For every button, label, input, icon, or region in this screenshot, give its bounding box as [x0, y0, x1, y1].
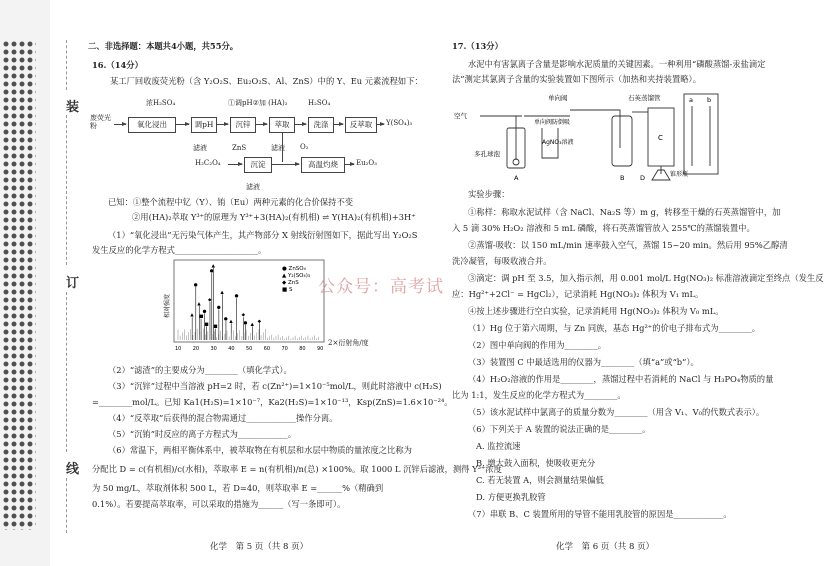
chart-peak-marker: ▲: [190, 313, 194, 319]
chart-peak-marker: ■: [199, 314, 204, 320]
label-C: C: [658, 134, 663, 142]
chart-x-tick-label: 40: [228, 346, 235, 352]
chart-peak-marker: ●: [234, 294, 239, 300]
chart-peak-marker: ●: [193, 282, 198, 288]
q17-intro-2: 法”测定其氯离子含量的实验装置如下图所示（加热和夹持装置略）。: [452, 74, 702, 84]
flow-box-extract: 萃取: [269, 117, 295, 133]
q17-part6: （6）下列关于 A 装置的说法正确的是________。: [468, 424, 651, 434]
label-A: A: [514, 174, 519, 182]
label-air: 空气: [454, 112, 467, 120]
chart-x-tick-label: 50: [246, 346, 253, 352]
chart-x-tick-label: 10: [175, 346, 182, 352]
binding-label-xian: 线: [66, 462, 80, 477]
chart-peak-marker: ■: [204, 322, 209, 328]
q17-part5: （5）该水泥试样中氯离子的质量分数为________（用含 V₁、V₀的代数式表示）。: [468, 407, 765, 417]
step-3-b: 应：Hg²⁺+2Cl⁻ = HgCl₂），记录消耗 Hg(NO₃)₂ 体积为 V₁ mL。: [452, 289, 704, 299]
chart-x-tick-label: 90: [317, 346, 324, 352]
q16-part6-d: 0.1%）。若要提高萃取率，可以采取的措施为______（写一条即可）。: [92, 499, 346, 509]
label-receiver: 锥形瓶: [670, 171, 689, 178]
xrd-chart: [166, 258, 326, 358]
chart-peak-marker: ●: [202, 309, 207, 315]
chart-peak-marker: ▲: [229, 319, 233, 325]
steps-title: 实验步骤：: [468, 189, 510, 199]
chart-xlabel: 2×衍射角/度: [328, 339, 369, 347]
chart-legend-entry: ■ S: [282, 287, 293, 293]
flow-output-y: Y(SO₄)₃: [386, 119, 413, 127]
flow-output-zns: ZnS: [232, 144, 247, 152]
chart-peak-marker: ◆: [207, 298, 212, 303]
known-2: ②用(HA)₂萃取 Y³⁺的原理为 Y³⁺+3(HA)₂(有机相) ⇌ Y(HA)₂(有机相)+3H⁺: [132, 212, 416, 222]
label-condenser: 石英蒸馏管: [628, 94, 661, 102]
binding-line: [66, 40, 67, 90]
binding-line: [66, 115, 67, 265]
flow-reagent-oxalic: H₂C₂O₄: [195, 159, 221, 167]
flow-arrow: [344, 164, 354, 165]
flow-arrow: [216, 124, 228, 125]
chart-peak-marker: ◆: [241, 313, 246, 319]
flow-box-back-extract: 反萃取: [345, 117, 377, 133]
option-a: A. 监控流速: [476, 441, 521, 451]
chart-x-tick-label: 80: [299, 346, 306, 352]
label-anti-suck: 单向阀防倒吸: [534, 119, 571, 126]
flow-filtrate-2: 滤液: [246, 183, 260, 191]
flow-arrow: [294, 124, 306, 125]
flow-reagent-wash: H₂SO₄: [308, 99, 331, 107]
chart-peak-marker: ▲: [197, 301, 201, 307]
q16-part3-b: =________mol/L。已知 Ka1(H₂S)=1×10⁻⁷，Ka2(H₂S)=1×10⁻¹³，Ksp(ZnS)=1.6×10⁻²⁴。: [92, 397, 453, 407]
label-bubbler: 多孔球泡: [474, 150, 500, 158]
chart-peak-marker: ◆: [257, 319, 262, 325]
section-title: 二、非选择题：本题共4小题，共55分。: [88, 41, 239, 51]
chart-x-tick-label: 20: [192, 346, 200, 352]
flow-box-zinc-precip: 沉锌: [230, 117, 256, 133]
flow-filtrate: 滤液: [271, 144, 285, 152]
flow-feed: 废荧光粉: [90, 114, 111, 131]
choice-box: [684, 94, 718, 174]
flow-output-eu2o3: Eu₂O₃: [356, 159, 377, 167]
q16-intro: 某工厂回收废荧光粉（含 Y₂O₂S、Eu₂O₂S、Al、ZnS）中的 Y、Eu 元素流程如下：: [110, 76, 423, 86]
chart-legend-entry: ▲ Y₂(SO₄)₃: [282, 273, 311, 279]
step-2: ②蒸馏-吸收：以 150 mL/min 速率鼓入空气，蒸馏 15~20 min。然后用 95%乙醇清: [468, 240, 788, 250]
label-a: a: [689, 96, 693, 104]
q17-part1: （1）Hg 位于第六周期，与 Zn 同族，基态 Hg²⁺的价电子排布式为________。: [468, 323, 761, 333]
q17-part4-b: 比为 1:1，发生反应的化学方程式为________。: [452, 390, 626, 400]
q16-part6-b: 分配比 D = c(有机相)/c(水相)，萃取率 E = n(有机相)/n(总) ×100%。取 1000 L 沉锌后滤液，测得 Y³⁺浓度: [92, 464, 502, 474]
q16-part1: （1）“氧化浸出”无污染气体产生，其产物部分 X 射线衍射图如下，据此写出 Y₂O₂S: [108, 230, 418, 240]
step-2-b: 洗冷凝管，每吸收液合并。: [452, 256, 552, 266]
q16-number: 16.（14分）: [92, 60, 143, 70]
chart-peak-marker: ●: [223, 317, 228, 322]
flow-arrow: [228, 164, 242, 165]
binding-line: [66, 292, 67, 452]
flow-arrow: [175, 124, 189, 125]
flow-reagent-h2so4: 浓H₂SO₄: [146, 99, 176, 107]
chart-peak-marker: ▲: [220, 290, 224, 296]
binding-dot-pattern: [2, 40, 36, 530]
q17-part4: （4）H₂O₂溶液的作用是________，蒸馏过程中若消耗的 NaCl 与 H₃PO₄物质的量: [468, 374, 774, 384]
chart-peak-marker: ●: [209, 269, 214, 275]
flow-arrow: [255, 124, 267, 125]
chart-x-tick-label: 60: [263, 346, 271, 352]
chart-peak-marker: ▲: [211, 263, 215, 269]
option-b: B. 增大鼓入面积，使吸收更充分: [476, 458, 596, 468]
label-b: b: [707, 96, 712, 104]
option-c: C. 若无装置 A，则会测量结果偏低: [476, 475, 604, 485]
chart-peak-marker: ●: [216, 305, 221, 311]
q16-part4: （4）“反萃取”后获得的混合物需通过____________操作分离。: [108, 413, 338, 423]
q17-part3: （3）装置图 C 中最适选用的仪器为________（填“a”或“b”）。: [468, 357, 699, 367]
label-agno3: AgNO₃溶液: [542, 139, 574, 146]
left-footer: 化学 第 5 页（共 8 页）: [210, 542, 309, 552]
flow-box-wash: 洗涤: [308, 117, 334, 133]
flow-connector: [282, 132, 283, 162]
label-B: B: [620, 174, 625, 182]
flow-arrow: [271, 164, 299, 165]
label-valve: 单向阀: [548, 94, 568, 102]
binding-label-zhuang: 装: [66, 100, 80, 115]
chart-legend: [282, 266, 310, 293]
chart-legend-entry: ● ZnSO₄: [282, 266, 306, 272]
q16-part5: （5）“沉铕”时反应的离子方程式为____________。: [108, 429, 296, 439]
step-1-b: 入 5 滴 30% H₂O₂ 溶液和 5 mL 磷酸，将石英蒸馏管放入 255℃的蒸馏装置中。: [452, 223, 755, 233]
chart-legend-entry: ◆ ZnS: [282, 280, 299, 286]
chart-peak-marker: ■: [213, 324, 218, 330]
right-footer: 化学 第 6 页（共 8 页）: [556, 542, 655, 552]
choice-tubes: [692, 106, 710, 166]
flow-arrow: [114, 124, 126, 125]
step-3: ③滴定：调 pH 至 3.5，加入指示剂，用 0.001 mol/L Hg(NO₃)₂ 标准溶液滴定至终点（发生反: [468, 273, 824, 283]
flow-box-adjust-ph: 调pH: [191, 117, 217, 133]
flow-arrow: [376, 124, 384, 125]
label-D: D: [640, 174, 646, 182]
step-4: ④按上述步骤进行空白实验，记录消耗用 Hg(NO₃)₂ 体积为 V₀ mL。: [468, 306, 724, 316]
q17-intro-1: 水泥中有害氯离子含量是影响水泥质量的关键因素。一种利用“磷酸蒸馏-汞盐滴定: [468, 59, 766, 69]
binding-line: [66, 478, 67, 533]
chart-ylabel: 相对强度: [164, 293, 171, 318]
q17-part2: （2）图中单向阀的作用为________。: [468, 340, 607, 350]
step-1: ①称样：称取水泥试样（含 NaCl、Na₂S 等）m g，转移至干燥的石英蒸馏管中，加: [468, 207, 781, 217]
q17-part7: （7）串联 B、C 装置所用的导管不能用乳胶管的原因是____________。: [468, 509, 732, 519]
flow-box-precip: 沉淀: [244, 157, 272, 173]
chart-peak-marker: ▲: [250, 322, 255, 328]
q16-part6: （6）常温下，两相平衡体系中，被萃取物在有机层和水层中物质的量浓度之比称为: [108, 445, 412, 455]
flow-waste-residue: 滤液: [193, 144, 207, 152]
q16-part6-c: 为 50 mg/L，萃取剂体积 500 L，若 D=40，则萃取率 E =______%（精确到: [92, 483, 384, 493]
flow-reagent-o2: O₂: [300, 143, 309, 151]
binding-label-ding: 订: [66, 276, 80, 291]
apparatus-diagram: [452, 88, 722, 186]
flow-box-calcine: 高温灼烧: [301, 157, 345, 173]
vessel-B: [612, 116, 632, 166]
watermark: 公众号：高考试: [318, 277, 444, 297]
flow-reagent-ph-ha: ①调pH②加 (HA)₂: [228, 99, 288, 107]
chart-x-tick-label: 70: [281, 346, 288, 352]
flow-box-oxidize-leach: 氧化浸出: [128, 117, 176, 133]
option-d: D. 方便更换乳胶管: [476, 492, 546, 502]
chart-x-tick-label: 30: [210, 346, 217, 352]
q16-part1-b: 发生反应的化学方程式____________________。: [92, 245, 267, 255]
flow-arrow: [333, 124, 343, 125]
binding-margin: [0, 0, 50, 566]
q16-part3: （3）“沉锌”过程中当溶液 pH=2 时，若 c(Zn²⁺)=1×10⁻⁵mol/L，则此时溶液中 c(H₂S): [108, 381, 442, 391]
long-tube: [570, 110, 620, 148]
chart-peak-marker: ●: [243, 320, 248, 326]
chart-x-ticks: [175, 346, 323, 352]
q17-number: 17.（13分）: [452, 41, 503, 51]
q16-part2: （2）“滤渣”的主要成分为________（填化学式）。: [108, 365, 292, 375]
known-1: 已知：①整个流程中钇（Y）、铕（Eu）两种元素的化合价保持不变: [108, 197, 354, 207]
